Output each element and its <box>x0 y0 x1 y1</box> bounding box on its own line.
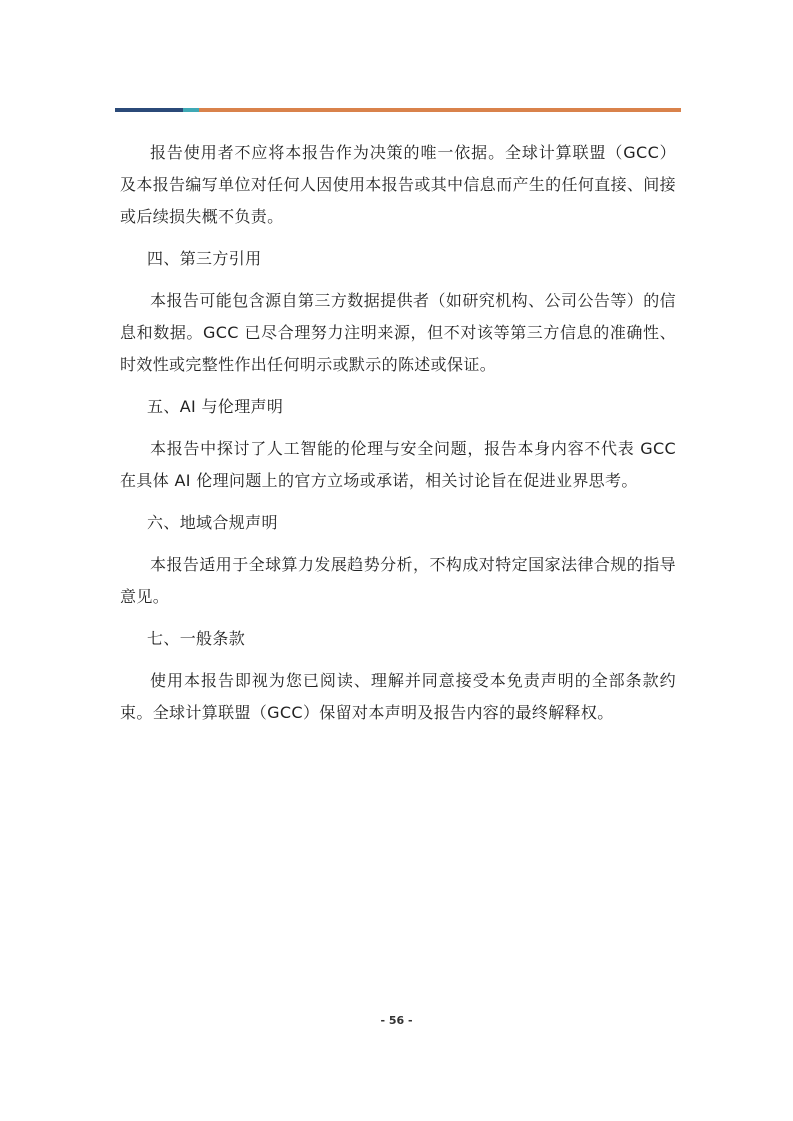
header-rule-blue-segment <box>115 108 183 112</box>
paragraph-third-party-citation: 本报告可能包含源自第三方数据提供者（如研究机构、公司公告等）的信息和数据。GCC 已尽合理努力注明来源，但不对该等第三方信息的准确性、时效性或完整性作出任何明示或默示的陈述或保证。 <box>120 291 676 374</box>
document-body <box>120 137 676 729</box>
page-number: - 56 - <box>380 1014 413 1027</box>
header-rule <box>115 108 681 112</box>
paragraph-liability: 报告使用者不应将本报告作为决策的唯一依据。全球计算联盟（GCC）及本报告编写单位对任何人因使用本报告或其中信息而产生的任何直接、间接或后续损失概不负责。 <box>120 143 676 226</box>
heading-third-party-citation: 四、第三方引用 <box>147 249 262 268</box>
heading-ai-ethics: 五、AI 与伦理声明 <box>147 397 284 416</box>
heading-regional-compliance: 六、地域合规声明 <box>147 513 278 532</box>
paragraph-general-terms: 使用本报告即视为您已阅读、理解并同意接受本免责声明的全部条款约束。全球计算联盟（GCC）保留对本声明及报告内容的最终解释权。 <box>120 671 676 722</box>
heading-general-terms: 七、一般条款 <box>147 629 246 648</box>
paragraph-ai-ethics: 本报告中探讨了人工智能的伦理与安全问题，报告本身内容不代表 GCC 在具体 AI 伦理问题上的官方立场或承诺，相关讨论旨在促进业界思考。 <box>120 439 676 490</box>
header-rule-orange-segment <box>199 108 681 112</box>
header-rule-teal-segment <box>183 108 199 112</box>
paragraph-regional-compliance: 本报告适用于全球算力发展趋势分析，不构成对特定国家法律合规的指导意见。 <box>120 555 676 606</box>
